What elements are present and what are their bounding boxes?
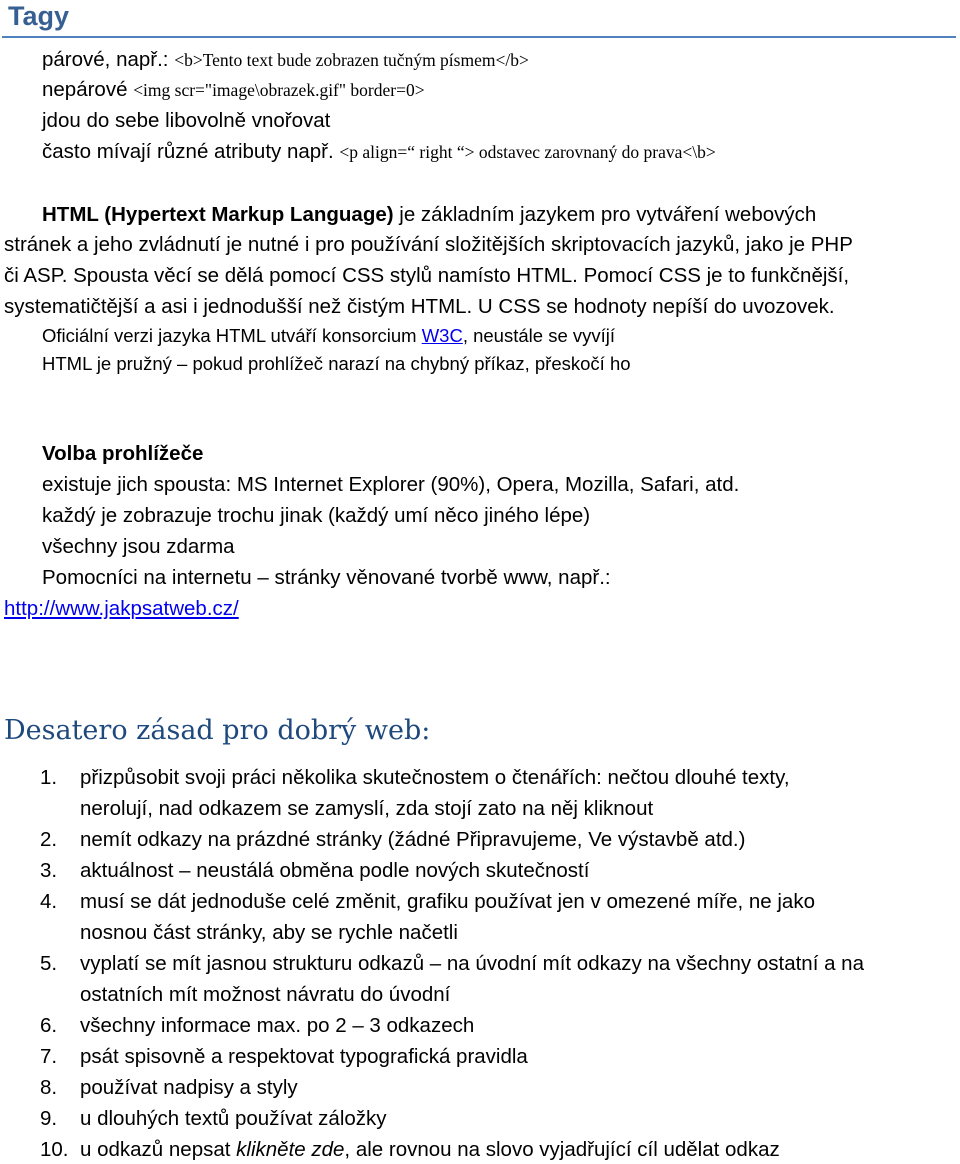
rule-text: nosnou část stránky, aby se rychle načetli xyxy=(80,921,458,944)
tags-paired-example: <b>Tento text bude zobrazen tučným písmem</b> xyxy=(174,50,529,70)
tags-attributes-label: často mívají různé atributy např. xyxy=(42,140,334,163)
rule-number: 4. xyxy=(40,890,58,913)
rule-text: ostatních mít možnost návratu do úvodní xyxy=(80,983,451,1006)
browser-title: Volba prohlížeče xyxy=(42,442,204,465)
intro-line-4: systematičtější a asi i jednodušší než čistým HTML. U CSS se hodnoty nepíší do uvozovek. xyxy=(4,295,835,318)
heading-tagy: Tagy xyxy=(8,1,70,31)
intro-line-6: HTML je pružný – pokud prohlížeč narazí na chybný příkaz, přeskočí ho xyxy=(42,353,631,374)
rule-text: přizpůsobit svoji práci několika skutečnostem o čtenářích: nečtou dlouhé texty, xyxy=(80,766,790,789)
heading-underline xyxy=(2,36,956,38)
w3c-link[interactable]: W3C xyxy=(421,325,463,346)
rule-text: aktuálnost – neustálá obměna podle nových skutečností xyxy=(80,859,590,882)
rule-text xyxy=(80,1136,780,1164)
browser-line-4: Pomocníci na internetu – stránky věnované tvorbě www, např.: xyxy=(42,566,611,589)
browser-line-3: všechny jsou zdarma xyxy=(42,535,235,558)
tags-unpaired-label: nepárové xyxy=(42,78,128,101)
rule-text: všechny informace max. po 2 – 3 odkazech xyxy=(80,1014,475,1037)
rule-number: 6. xyxy=(40,1014,58,1037)
intro-line-1 xyxy=(42,201,816,229)
intro-line-3: či ASP. Spousta věcí se dělá pomocí CSS stylů namísto HTML. Pomocí CSS je to funkčnější, xyxy=(4,264,850,287)
intro-line-5-pre: Oficiální verzi jazyka HTML utváří konsorcium xyxy=(42,325,422,346)
intro-line-2: stránek a jeho zvládnutí je nutné i pro používání složitějších skriptovacích jazyků, jako je PHP xyxy=(4,233,853,256)
rule-text: nemít odkazy na prázdné stránky (žádné Připravujeme, Ve výstavbě atd.) xyxy=(80,828,746,851)
jakpsatweb-link[interactable]: http://www.jakpsatweb.cz/ xyxy=(4,597,239,620)
rule-number: 7. xyxy=(40,1045,58,1068)
tags-attributes-line xyxy=(42,138,716,166)
intro-html-bold: HTML (Hypertext Markup Language) xyxy=(42,203,394,226)
tags-paired-line xyxy=(42,46,529,74)
tags-unpaired-line xyxy=(42,76,425,104)
tags-nesting-line: jdou do sebe libovolně vnořovat xyxy=(42,109,331,132)
intro-line-1-rest: je základním jazykem pro vytváření webových xyxy=(393,203,817,226)
rule-number: 5. xyxy=(40,952,58,975)
rule-text-part: u odkazů nepsat xyxy=(80,1138,237,1161)
rule-number: 10. xyxy=(40,1138,69,1161)
rule-text: musí se dát jednoduše celé změnit, grafiku používat jen v omezené míře, ne jako xyxy=(80,890,815,913)
rule-text: vyplatí se mít jasnou strukturu odkazů – na úvodní mít odkazy na všechny ostatní a na xyxy=(80,952,864,975)
rule-number: 3. xyxy=(40,859,58,882)
tags-unpaired-example: <img scr="image\obrazek.gif" border=0> xyxy=(133,80,425,100)
rule-text-italic: klikněte zde xyxy=(236,1138,345,1161)
rule-text: u dlouhých textů používat záložky xyxy=(80,1107,387,1130)
browser-line-2: každý je zobrazuje trochu jinak (každý umí něco jiného lépe) xyxy=(42,504,591,527)
rule-text: nerolují, nad odkazem se zamyslí, zda stojí zato na něj kliknout xyxy=(80,797,654,820)
rule-number: 8. xyxy=(40,1076,58,1099)
tags-paired-label: párové, např.: xyxy=(42,48,169,71)
rule-text: psát spisovně a respektovat typografická pravidla xyxy=(80,1045,528,1068)
rule-number: 1. xyxy=(40,766,58,789)
rule-number: 9. xyxy=(40,1107,58,1130)
rule-number: 2. xyxy=(40,828,58,851)
tags-attributes-example: <p align=“ right “> odstavec zarovnaný do prava<\b> xyxy=(339,142,716,162)
intro-line-5-post: , neustále se vyvíjí xyxy=(462,325,616,346)
heading-desatero: Desatero zásad pro dobrý web: xyxy=(4,715,431,746)
intro-line-5 xyxy=(42,323,615,349)
rule-text-part: , ale rovnou na slovo vyjadřující cíl udělat odkaz xyxy=(344,1138,780,1161)
browser-line-1: existuje jich spousta: MS Internet Explorer (90%), Opera, Mozilla, Safari, atd. xyxy=(42,473,740,496)
rule-text: používat nadpisy a styly xyxy=(80,1076,298,1099)
